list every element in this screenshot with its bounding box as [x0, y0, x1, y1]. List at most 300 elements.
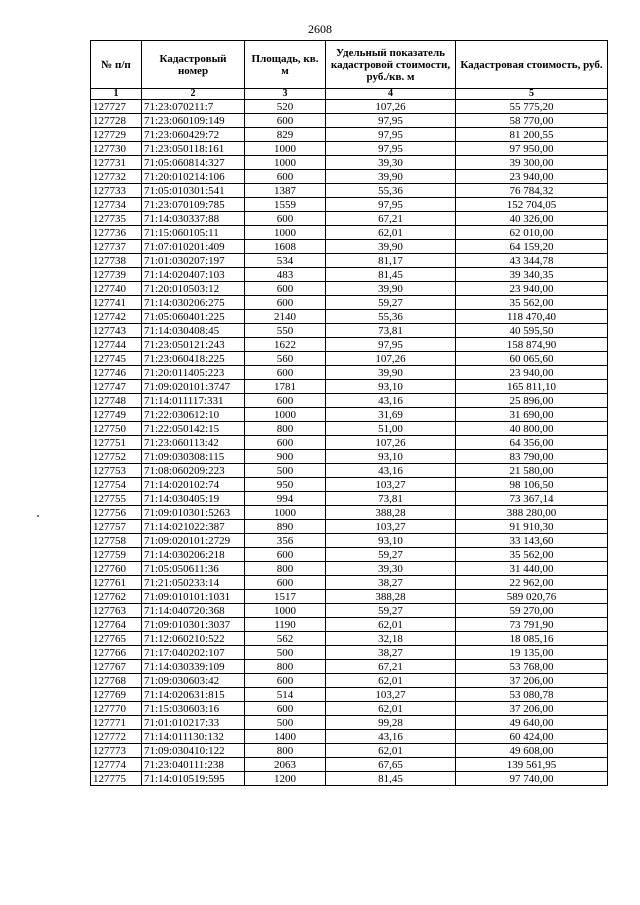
- cadastral-number-cell: 71:01:030207:197: [142, 254, 245, 268]
- row-number-cell: 127742: [91, 310, 142, 324]
- cadastral-value-cell: 388 280,00: [456, 506, 608, 520]
- column-number: 5: [456, 89, 608, 100]
- table-row: [91, 366, 608, 380]
- specific-value-cell: 43,16: [326, 730, 456, 744]
- specific-value-cell: 97,95: [326, 338, 456, 352]
- specific-value-cell: 39,90: [326, 170, 456, 184]
- table-row: [91, 450, 608, 464]
- table-row: [91, 380, 608, 394]
- table-row: [91, 646, 608, 660]
- cadastral-value-cell: 83 790,00: [456, 450, 608, 464]
- row-number-cell: 127764: [91, 618, 142, 632]
- cadastral-number-cell: 71:09:010301:3037: [142, 618, 245, 632]
- area-cell: 994: [245, 492, 326, 506]
- cadastral-number-cell: 71:14:030337:88: [142, 212, 245, 226]
- cadastral-value-cell: 23 940,00: [456, 366, 608, 380]
- cadastral-number-cell: 71:21:050233:14: [142, 576, 245, 590]
- cadastral-value-cell: 60 424,00: [456, 730, 608, 744]
- area-cell: 800: [245, 660, 326, 674]
- cadastral-value-cell: 60 065,60: [456, 352, 608, 366]
- table-row: [91, 114, 608, 128]
- table-row: [91, 254, 608, 268]
- column-numbering-row: [91, 89, 608, 100]
- row-number-cell: 127753: [91, 464, 142, 478]
- column-number: 4: [326, 89, 456, 100]
- cadastral-value-cell: 62 010,00: [456, 226, 608, 240]
- table-row: [91, 688, 608, 702]
- table-row: [91, 716, 608, 730]
- cadastral-value-cell: 35 562,00: [456, 296, 608, 310]
- cadastral-number-cell: 71:23:070211:7: [142, 100, 245, 114]
- specific-value-cell: 59,27: [326, 296, 456, 310]
- area-cell: 600: [245, 114, 326, 128]
- area-cell: 600: [245, 296, 326, 310]
- specific-value-cell: 67,21: [326, 660, 456, 674]
- table-row: [91, 576, 608, 590]
- area-cell: 562: [245, 632, 326, 646]
- cadastral-number-cell: 71:01:010217:33: [142, 716, 245, 730]
- row-number-cell: 127728: [91, 114, 142, 128]
- table-row: [91, 324, 608, 338]
- row-number-cell: 127773: [91, 744, 142, 758]
- specific-value-cell: 107,26: [326, 100, 456, 114]
- area-cell: 1400: [245, 730, 326, 744]
- row-number-cell: 127763: [91, 604, 142, 618]
- cadastral-number-cell: 71:14:021022:387: [142, 520, 245, 534]
- row-number-cell: 127757: [91, 520, 142, 534]
- area-cell: 950: [245, 478, 326, 492]
- cadastral-number-cell: 71:14:010519:595: [142, 772, 245, 786]
- row-number-cell: 127747: [91, 380, 142, 394]
- area-cell: 800: [245, 562, 326, 576]
- area-cell: 534: [245, 254, 326, 268]
- cadastral-value-cell: 64 159,20: [456, 240, 608, 254]
- area-cell: 520: [245, 100, 326, 114]
- cadastral-value-cell: 25 896,00: [456, 394, 608, 408]
- cadastral-value-cell: 23 940,00: [456, 170, 608, 184]
- specific-value-cell: 73,81: [326, 324, 456, 338]
- specific-value-cell: 103,27: [326, 478, 456, 492]
- table-row: [91, 632, 608, 646]
- specific-value-cell: 67,65: [326, 758, 456, 772]
- cadastral-number-cell: 71:09:020101:3747: [142, 380, 245, 394]
- specific-value-cell: 39,90: [326, 240, 456, 254]
- specific-value-cell: 59,27: [326, 604, 456, 618]
- table-row: [91, 240, 608, 254]
- cadastral-number-cell: 71:23:060113:42: [142, 436, 245, 450]
- cadastral-value-cell: 49 640,00: [456, 716, 608, 730]
- cadastral-value-cell: 73 367,14: [456, 492, 608, 506]
- row-number-cell: 127748: [91, 394, 142, 408]
- cadastral-number-cell: 71:14:040720:368: [142, 604, 245, 618]
- area-cell: 600: [245, 702, 326, 716]
- cadastral-number-cell: 71:09:010301:5263: [142, 506, 245, 520]
- cadastral-value-cell: 23 940,00: [456, 282, 608, 296]
- cadastral-number-cell: 71:14:011117:331: [142, 394, 245, 408]
- specific-value-cell: 103,27: [326, 688, 456, 702]
- cadastral-number-cell: 71:05:010301:541: [142, 184, 245, 198]
- area-cell: 600: [245, 576, 326, 590]
- area-cell: 800: [245, 422, 326, 436]
- specific-value-cell: 31,69: [326, 408, 456, 422]
- cadastral-number-cell: 71:14:020102:74: [142, 478, 245, 492]
- table-row: [91, 562, 608, 576]
- row-number-cell: 127766: [91, 646, 142, 660]
- cadastral-number-cell: 71:14:020407:103: [142, 268, 245, 282]
- table-row: [91, 156, 608, 170]
- specific-value-cell: 38,27: [326, 576, 456, 590]
- area-cell: 1517: [245, 590, 326, 604]
- row-number-cell: 127760: [91, 562, 142, 576]
- cadastral-number-cell: 71:23:060418:225: [142, 352, 245, 366]
- row-number-cell: 127738: [91, 254, 142, 268]
- row-number-cell: 127768: [91, 674, 142, 688]
- cadastral-number-cell: 71:20:010503:12: [142, 282, 245, 296]
- specific-value-cell: 59,27: [326, 548, 456, 562]
- specific-value-cell: 81,45: [326, 268, 456, 282]
- area-cell: 829: [245, 128, 326, 142]
- table-row: [91, 744, 608, 758]
- cadastral-value-cell: 40 326,00: [456, 212, 608, 226]
- table-row: [91, 492, 608, 506]
- cadastral-number-cell: 71:22:050142:15: [142, 422, 245, 436]
- row-number-cell: 127749: [91, 408, 142, 422]
- table-row: [91, 212, 608, 226]
- specific-value-cell: 43,16: [326, 464, 456, 478]
- specific-value-cell: 103,27: [326, 520, 456, 534]
- row-number-cell: 127750: [91, 422, 142, 436]
- area-cell: 800: [245, 744, 326, 758]
- row-number-cell: 127772: [91, 730, 142, 744]
- row-number-cell: 127771: [91, 716, 142, 730]
- specific-value-cell: 62,01: [326, 674, 456, 688]
- table-row: [91, 702, 608, 716]
- cadastral-value-cell: 53 080,78: [456, 688, 608, 702]
- table-row: [91, 590, 608, 604]
- area-cell: 1622: [245, 338, 326, 352]
- cadastral-value-cell: 33 143,60: [456, 534, 608, 548]
- cadastral-value-cell: 19 135,00: [456, 646, 608, 660]
- cadastral-number-cell: 71:14:030405:19: [142, 492, 245, 506]
- specific-value-cell: 67,21: [326, 212, 456, 226]
- cadastral-value-cell: 18 085,16: [456, 632, 608, 646]
- table-row: [91, 198, 608, 212]
- cadastral-number-cell: 71:23:060429:72: [142, 128, 245, 142]
- cadastral-number-cell: 71:23:050121:243: [142, 338, 245, 352]
- table-row: [91, 142, 608, 156]
- row-number-cell: 127762: [91, 590, 142, 604]
- cadastral-value-table: [90, 40, 608, 786]
- specific-value-cell: 107,26: [326, 352, 456, 366]
- specific-value-cell: 55,36: [326, 184, 456, 198]
- table-row: [91, 408, 608, 422]
- area-cell: 1190: [245, 618, 326, 632]
- specific-value-cell: 73,81: [326, 492, 456, 506]
- table-row: [91, 310, 608, 324]
- cadastral-value-cell: 81 200,55: [456, 128, 608, 142]
- area-cell: 600: [245, 436, 326, 450]
- specific-value-cell: 62,01: [326, 618, 456, 632]
- cadastral-number-cell: 71:17:040202:107: [142, 646, 245, 660]
- cadastral-value-cell: 97 950,00: [456, 142, 608, 156]
- specific-value-cell: 39,90: [326, 366, 456, 380]
- row-number-cell: 127741: [91, 296, 142, 310]
- cadastral-value-cell: 31 440,00: [456, 562, 608, 576]
- area-cell: 1559: [245, 198, 326, 212]
- cadastral-number-cell: 71:05:060814:327: [142, 156, 245, 170]
- area-cell: 600: [245, 170, 326, 184]
- specific-value-cell: 32,18: [326, 632, 456, 646]
- specific-value-cell: 93,10: [326, 534, 456, 548]
- area-cell: 356: [245, 534, 326, 548]
- cadastral-number-cell: 71:23:040111:238: [142, 758, 245, 772]
- table-row: [91, 534, 608, 548]
- cadastral-number-cell: 71:15:030603:16: [142, 702, 245, 716]
- area-cell: 1000: [245, 142, 326, 156]
- area-cell: 1000: [245, 506, 326, 520]
- cadastral-number-cell: 71:14:030408:45: [142, 324, 245, 338]
- table-row: [91, 128, 608, 142]
- cadastral-value-cell: 55 775,20: [456, 100, 608, 114]
- area-cell: 550: [245, 324, 326, 338]
- cadastral-value-cell: 40 800,00: [456, 422, 608, 436]
- area-cell: 600: [245, 394, 326, 408]
- cadastral-number-cell: 71:14:030206:218: [142, 548, 245, 562]
- cadastral-number-cell: 71:22:030612:10: [142, 408, 245, 422]
- header-cadastral-value: Кадастровая стоимость, руб.: [456, 41, 608, 89]
- table-row: [91, 674, 608, 688]
- column-number: 1: [91, 89, 142, 100]
- cadastral-number-cell: 71:23:060109:149: [142, 114, 245, 128]
- cadastral-value-cell: 58 770,00: [456, 114, 608, 128]
- row-number-cell: 127769: [91, 688, 142, 702]
- cadastral-value-cell: 158 874,90: [456, 338, 608, 352]
- specific-value-cell: 62,01: [326, 226, 456, 240]
- table-row: [91, 422, 608, 436]
- table-row: [91, 660, 608, 674]
- cadastral-number-cell: 71:05:050611:36: [142, 562, 245, 576]
- row-number-cell: 127774: [91, 758, 142, 772]
- area-cell: 600: [245, 548, 326, 562]
- table-row: [91, 226, 608, 240]
- area-cell: 1200: [245, 772, 326, 786]
- cadastral-number-cell: 71:14:030206:275: [142, 296, 245, 310]
- row-number-cell: 127734: [91, 198, 142, 212]
- row-number-cell: 127746: [91, 366, 142, 380]
- row-number-cell: 127727: [91, 100, 142, 114]
- row-number-cell: 127731: [91, 156, 142, 170]
- specific-value-cell: 388,28: [326, 590, 456, 604]
- cadastral-number-cell: 71:05:060401:225: [142, 310, 245, 324]
- header-specific-value: Удельный показатель кадастровой стоимости, руб./кв. м: [326, 41, 456, 89]
- area-cell: 600: [245, 282, 326, 296]
- table-row: [91, 436, 608, 450]
- table-row: [91, 184, 608, 198]
- cadastral-number-cell: 71:15:060105:11: [142, 226, 245, 240]
- row-number-cell: 127756: [91, 506, 142, 520]
- cadastral-value-cell: 37 206,00: [456, 674, 608, 688]
- cadastral-number-cell: 71:14:030339:109: [142, 660, 245, 674]
- page-number: 2608: [308, 22, 332, 36]
- row-number-cell: 127745: [91, 352, 142, 366]
- row-number-cell: 127770: [91, 702, 142, 716]
- cadastral-number-cell: 71:12:060210:522: [142, 632, 245, 646]
- table-row: [91, 296, 608, 310]
- specific-value-cell: 93,10: [326, 450, 456, 464]
- row-number-cell: 127754: [91, 478, 142, 492]
- area-cell: 560: [245, 352, 326, 366]
- cadastral-value-cell: 21 580,00: [456, 464, 608, 478]
- specific-value-cell: 388,28: [326, 506, 456, 520]
- specific-value-cell: 107,26: [326, 436, 456, 450]
- cadastral-value-cell: 98 106,50: [456, 478, 608, 492]
- table-row: [91, 268, 608, 282]
- table-row: [91, 394, 608, 408]
- area-cell: 890: [245, 520, 326, 534]
- cadastral-number-cell: 71:08:060209:223: [142, 464, 245, 478]
- area-cell: 600: [245, 674, 326, 688]
- specific-value-cell: 39,30: [326, 156, 456, 170]
- cadastral-value-cell: 118 470,40: [456, 310, 608, 324]
- row-number-cell: 127752: [91, 450, 142, 464]
- specific-value-cell: 97,95: [326, 114, 456, 128]
- cadastral-value-cell: 59 270,00: [456, 604, 608, 618]
- specific-value-cell: 93,10: [326, 380, 456, 394]
- cadastral-value-cell: 31 690,00: [456, 408, 608, 422]
- cadastral-value-cell: 76 784,32: [456, 184, 608, 198]
- specific-value-cell: 62,01: [326, 744, 456, 758]
- row-number-cell: 127758: [91, 534, 142, 548]
- table-row: [91, 282, 608, 296]
- area-cell: 600: [245, 366, 326, 380]
- cadastral-value-cell: 37 206,00: [456, 702, 608, 716]
- area-cell: 500: [245, 464, 326, 478]
- row-number-cell: 127736: [91, 226, 142, 240]
- cadastral-number-cell: 71:20:011405:223: [142, 366, 245, 380]
- scan-artifact-dot: [37, 515, 39, 517]
- cadastral-value-cell: 73 791,90: [456, 618, 608, 632]
- area-cell: 1387: [245, 184, 326, 198]
- area-cell: 600: [245, 212, 326, 226]
- cadastral-value-cell: 53 768,00: [456, 660, 608, 674]
- row-number-cell: 127740: [91, 282, 142, 296]
- table-row: [91, 730, 608, 744]
- row-number-cell: 127744: [91, 338, 142, 352]
- table-row: [91, 506, 608, 520]
- specific-value-cell: 97,95: [326, 142, 456, 156]
- row-number-cell: 127739: [91, 268, 142, 282]
- cadastral-number-cell: 71:20:010214:106: [142, 170, 245, 184]
- column-number: 3: [245, 89, 326, 100]
- row-number-cell: 127743: [91, 324, 142, 338]
- area-cell: 2063: [245, 758, 326, 772]
- table-row: [91, 758, 608, 772]
- cadastral-value-cell: 589 020,76: [456, 590, 608, 604]
- specific-value-cell: 97,95: [326, 198, 456, 212]
- area-cell: 1781: [245, 380, 326, 394]
- cadastral-number-cell: 71:09:030603:42: [142, 674, 245, 688]
- header-area: Площадь, кв. м: [245, 41, 326, 89]
- row-number-cell: 127751: [91, 436, 142, 450]
- table-row: [91, 100, 608, 114]
- cadastral-value-cell: 22 962,00: [456, 576, 608, 590]
- specific-value-cell: 55,36: [326, 310, 456, 324]
- table-row: [91, 604, 608, 618]
- area-cell: 514: [245, 688, 326, 702]
- cadastral-value-cell: 97 740,00: [456, 772, 608, 786]
- specific-value-cell: 99,28: [326, 716, 456, 730]
- cadastral-value-cell: 139 561,95: [456, 758, 608, 772]
- row-number-cell: 127737: [91, 240, 142, 254]
- area-cell: 500: [245, 646, 326, 660]
- row-number-cell: 127765: [91, 632, 142, 646]
- cadastral-number-cell: 71:23:050118:161: [142, 142, 245, 156]
- header-row: [91, 41, 608, 89]
- table-row: [91, 338, 608, 352]
- table-row: [91, 478, 608, 492]
- area-cell: 900: [245, 450, 326, 464]
- cadastral-number-cell: 71:09:010101:1031: [142, 590, 245, 604]
- specific-value-cell: 51,00: [326, 422, 456, 436]
- row-number-cell: 127735: [91, 212, 142, 226]
- cadastral-value-cell: 39 300,00: [456, 156, 608, 170]
- area-cell: 483: [245, 268, 326, 282]
- cadastral-number-cell: 71:09:020101:2729: [142, 534, 245, 548]
- table-header: [91, 41, 608, 100]
- area-cell: 1000: [245, 604, 326, 618]
- row-number-cell: 127733: [91, 184, 142, 198]
- area-cell: 2140: [245, 310, 326, 324]
- cadastral-number-cell: 71:09:030308:115: [142, 450, 245, 464]
- table-body: [91, 100, 608, 786]
- specific-value-cell: 81,45: [326, 772, 456, 786]
- table-row: [91, 772, 608, 786]
- cadastral-number-cell: 71:09:030410:122: [142, 744, 245, 758]
- cadastral-value-cell: 43 344,78: [456, 254, 608, 268]
- row-number-cell: 127729: [91, 128, 142, 142]
- specific-value-cell: 97,95: [326, 128, 456, 142]
- header-cadastral-number: Кадастровый номер: [142, 41, 245, 89]
- cadastral-value-cell: 35 562,00: [456, 548, 608, 562]
- cadastral-value-cell: 165 811,10: [456, 380, 608, 394]
- header-row-number: № п/п: [91, 41, 142, 89]
- cadastral-value-cell: 152 704,05: [456, 198, 608, 212]
- cadastral-value-cell: 39 340,35: [456, 268, 608, 282]
- area-cell: 1000: [245, 156, 326, 170]
- specific-value-cell: 43,16: [326, 394, 456, 408]
- table-row: [91, 352, 608, 366]
- cadastral-number-cell: 71:14:020631:815: [142, 688, 245, 702]
- table-row: [91, 548, 608, 562]
- row-number-cell: 127775: [91, 772, 142, 786]
- area-cell: 1608: [245, 240, 326, 254]
- row-number-cell: 127755: [91, 492, 142, 506]
- table-row: [91, 464, 608, 478]
- row-number-cell: 127730: [91, 142, 142, 156]
- area-cell: 1000: [245, 226, 326, 240]
- cadastral-number-cell: 71:14:011130:132: [142, 730, 245, 744]
- cadastral-value-cell: 49 608,00: [456, 744, 608, 758]
- area-cell: 500: [245, 716, 326, 730]
- cadastral-value-cell: 40 595,50: [456, 324, 608, 338]
- cadastral-value-cell: 91 910,30: [456, 520, 608, 534]
- specific-value-cell: 38,27: [326, 646, 456, 660]
- specific-value-cell: 39,30: [326, 562, 456, 576]
- table-row: [91, 520, 608, 534]
- row-number-cell: 127732: [91, 170, 142, 184]
- column-number: 2: [142, 89, 245, 100]
- row-number-cell: 127759: [91, 548, 142, 562]
